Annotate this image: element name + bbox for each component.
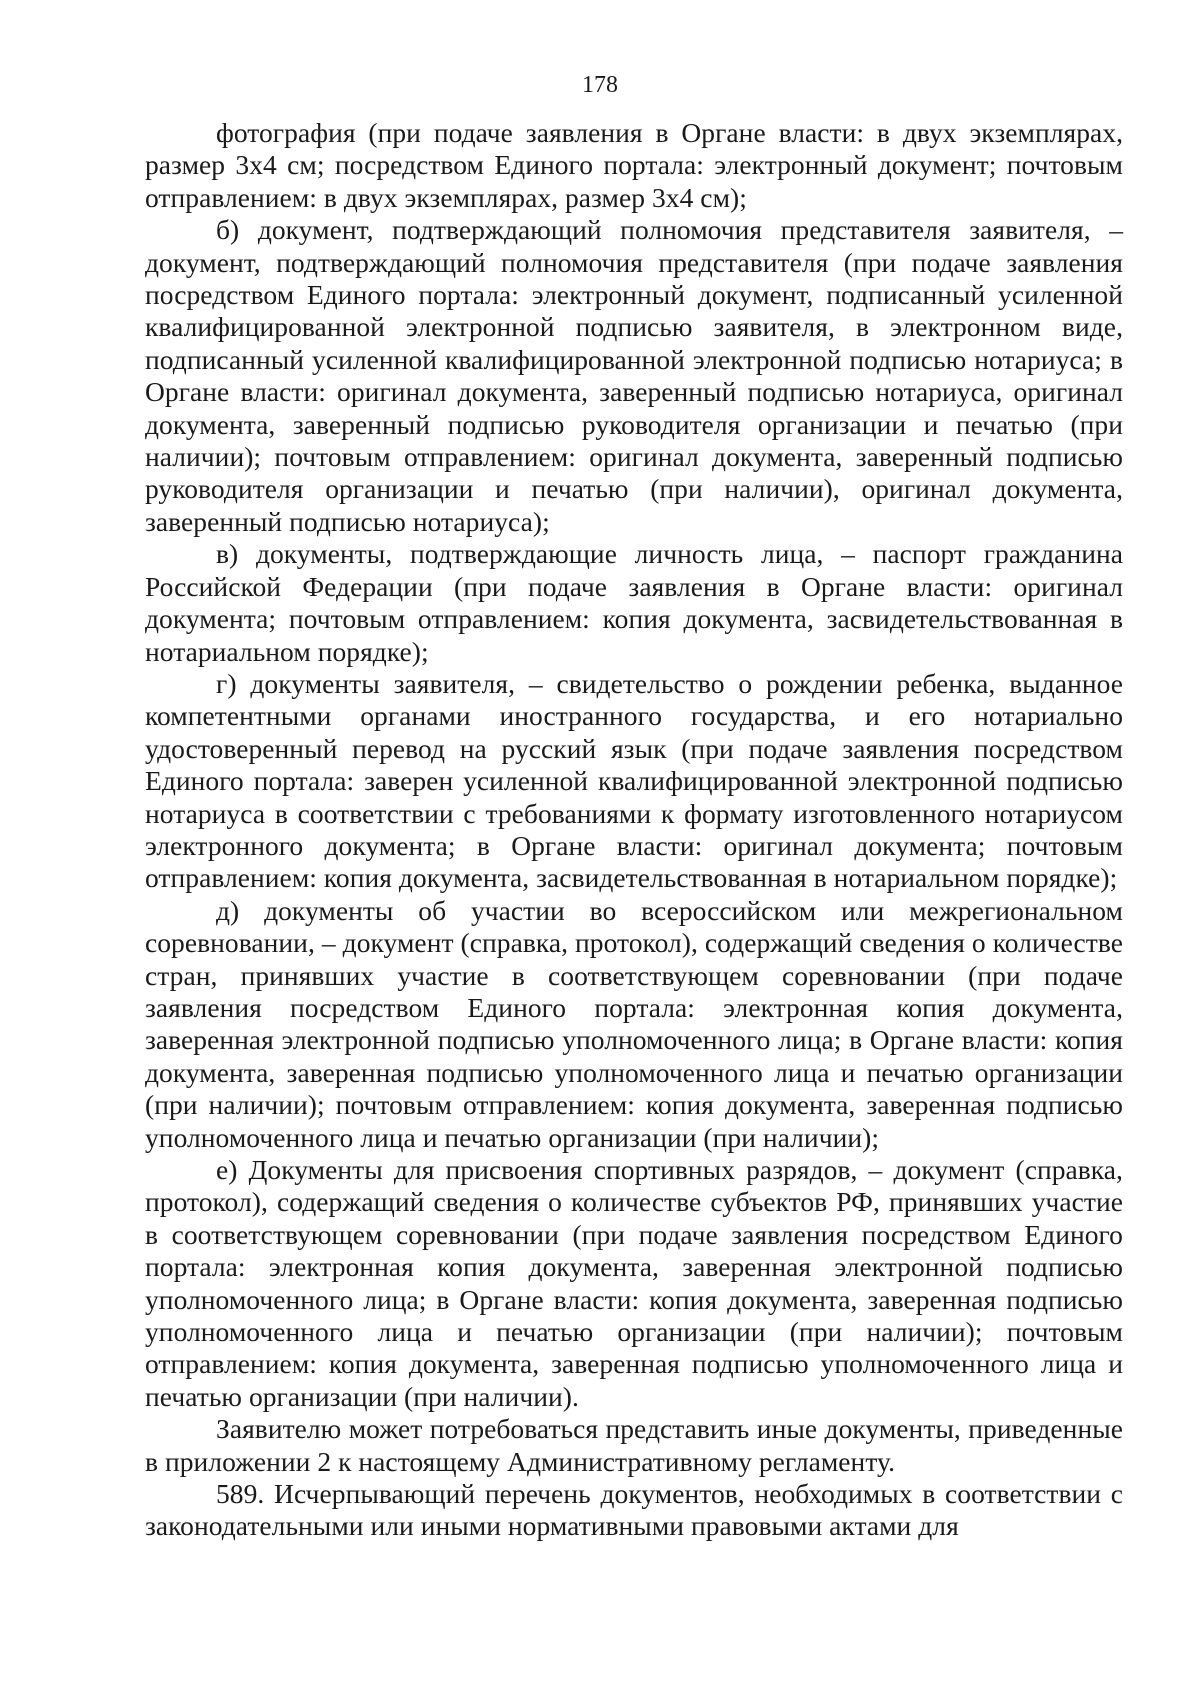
- paragraph-other-documents: Заявителю может потребоваться представить иные документы, приведенные в приложении 2 к настоящему Административному регламенту.: [145, 1413, 1123, 1477]
- page-number: 178: [582, 72, 618, 98]
- paragraph-photo: фотография (при подаче заявления в Органе власти: в двух экземплярах, размер 3х4 см; посредством Единого портала: электронный документ; почтовым отправлением: в двух экземплярах, размер 3х4 см);: [145, 117, 1123, 213]
- paragraph-589: 589. Исчерпывающий перечень документов, необходимых в соответствии с законодательными или иными нормативными правовыми актами для: [145, 1478, 1123, 1542]
- paragraph-v: в) документы, подтверждающие личность лица, – паспорт гражданина Российской Федерации (при подаче заявления в Органе власти: оригинал документа; почтовым отправлением: копия документа, засвидетельствованная в нотариальном порядке);: [145, 538, 1123, 667]
- paragraph-b: б) документ, подтверждающий полномочия представителя заявителя, – документ, подтверждающий полномочия представителя (при подаче заявления посредством Единого портала: электронный документ, подписанный усиленной квалифицированной электронной подписью заявителя, в электронном виде, подписанный усиленной квалифицированной электронной подписью нотариуса; в Органе власти: оригинал документа, заверенный подписью нотариуса, оригинал документа, заверенный подписью руководителя организации и печатью (при наличии); почтовым отправлением: оригинал документа, заверенный подписью руководителя организации и печатью (при наличии), оригинал документа, заверенный подписью нотариуса);: [145, 214, 1123, 537]
- paragraph-g: г) документы заявителя, – свидетельство о рождении ребенка, выданное компетентными органами иностранного государства, и его нотариально удостоверенный перевод на русский язык (при подаче заявления посредством Единого портала: заверен усиленной квалифицированной электронной подписью нотариуса в соответствии с требованиями к формату изготовленного нотариусом электронного документа; в Органе власти: оригинал документа; почтовым отправлением: копия документа, засвидетельствованная в нотариальном порядке);: [145, 667, 1123, 894]
- paragraph-e: е) Документы для присвоения спортивных разрядов, – документ (справка, протокол), содержащий сведения о количестве субъектов РФ, принявших участие в соответствующем соревновании (при подаче заявления посредством Единого портала: электронная копия документа, заверенная электронной подписью уполномоченного лица; в Органе власти: копия документа, заверенная подписью уполномоченного лица и печатью организации (при наличии); почтовым отправлением: копия документа, заверенная подписью уполномоченного лица и печатью организации (при наличии).: [145, 1154, 1123, 1412]
- paragraph-d: д) документы об участии во всероссийском или межрегиональном соревновании, – документ (справка, протокол), содержащий сведения о количестве стран, принявших участие в соответствующем соревновании (при подаче заявления посредством Единого портала: электронная копия документа, заверенная электронной подписью уполномоченного лица; в Органе власти: копия документа, заверенная подписью уполномоченного лица и печатью организации (при наличии); почтовым отправлением: копия документа, заверенная подписью уполномоченного лица и печатью организации (при наличии);: [145, 894, 1123, 1153]
- document-body: [145, 117, 1123, 1543]
